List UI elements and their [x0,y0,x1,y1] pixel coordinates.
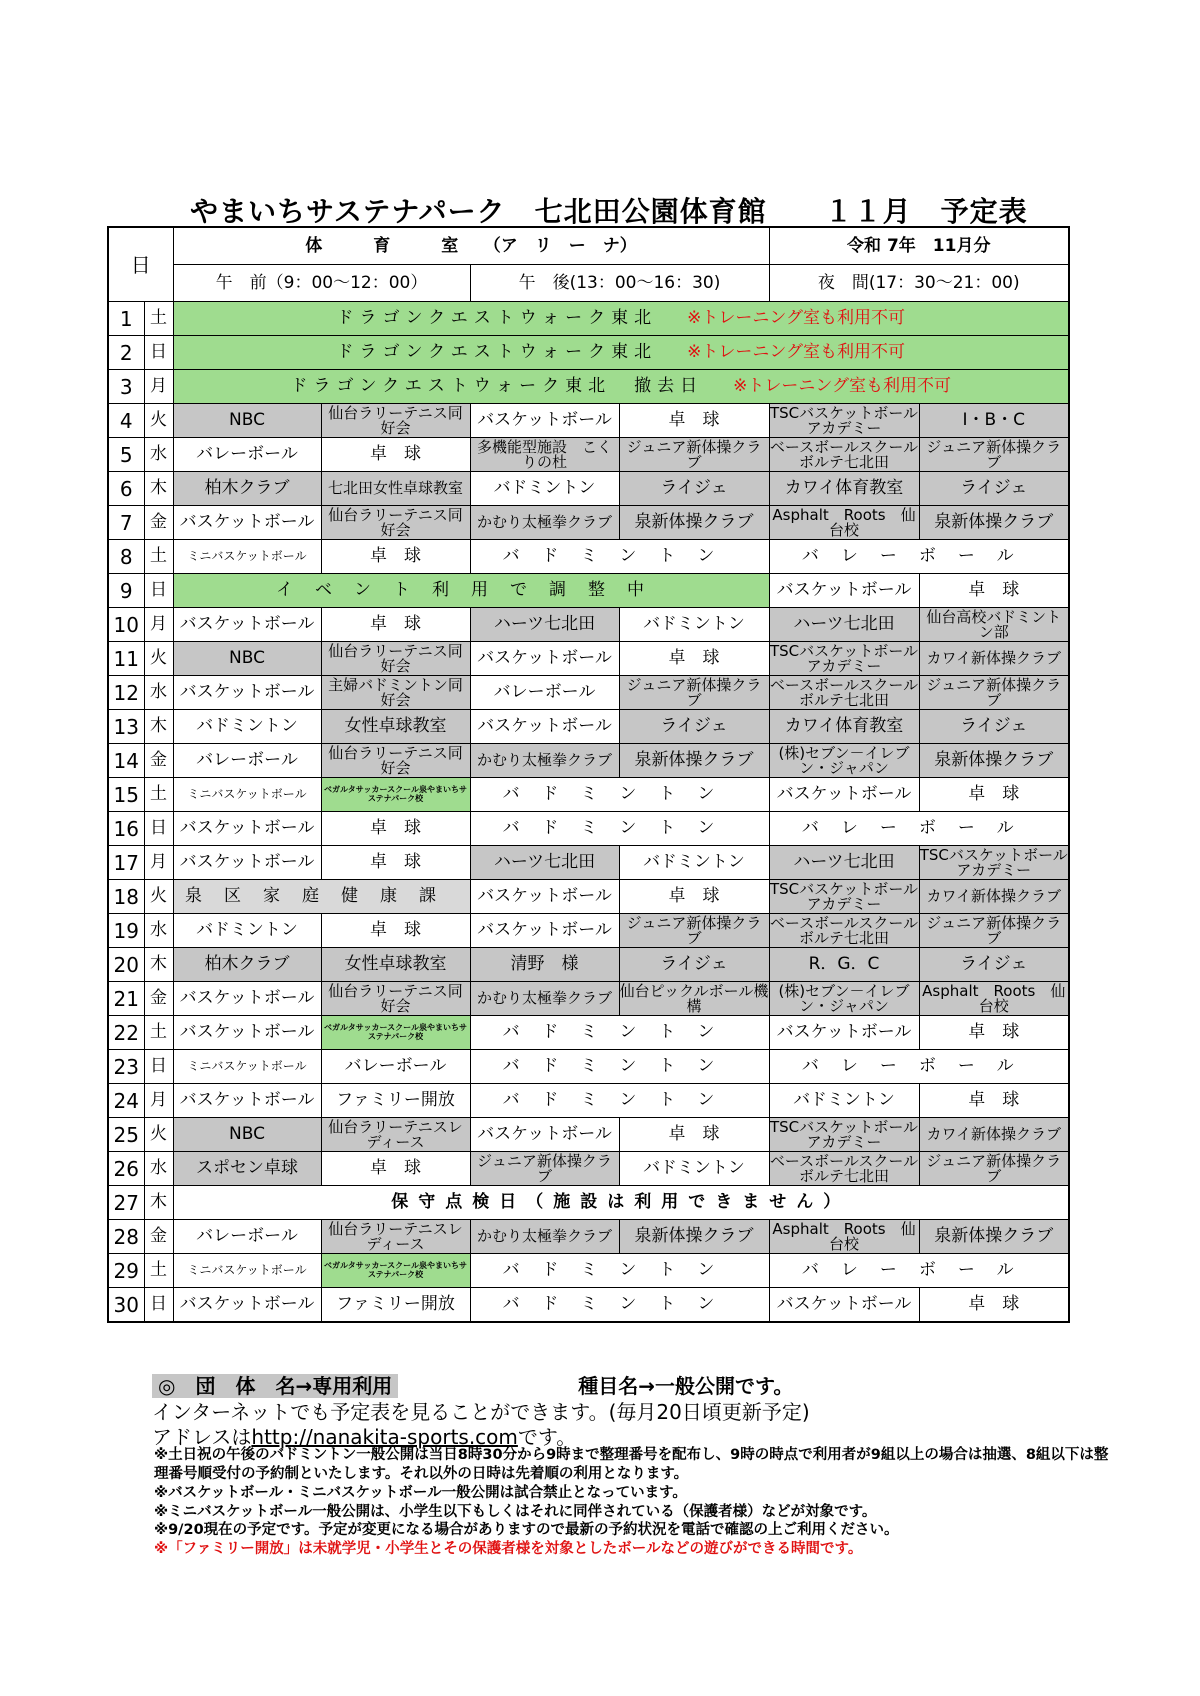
date-cell: 1 [108,302,144,336]
schedule-cell: ファミリー開放 [321,1084,470,1118]
event-note: ※トレーニング室も利用不可 [687,308,906,328]
schedule-cell: カワイ新体操クラブ [919,1118,1069,1152]
schedule-cell: スポセン卓球 [173,1152,321,1186]
weekday-cell: 火 [144,404,173,438]
note-basketball: ※バスケットボール・ミニバスケットボール一般公開は試合禁止となっています。 [154,1484,687,1501]
schedule-cell: ライジェ [619,710,769,744]
weekday-cell: 水 [144,438,173,472]
schedule-cell: バドミントン [470,472,619,506]
schedule-row [108,1152,1069,1186]
schedule-cell: 泉新体操クラブ [619,744,769,778]
schedule-row [108,914,1069,948]
schedule-row [108,336,1069,370]
schedule-cell: (株)セブン－イレブン・ジャパン [769,982,919,1016]
schedule-cell: 卓 球 [321,608,470,642]
schedule-cell: 仙台ラリーテニス同好会 [321,404,470,438]
weekday-cell: 金 [144,1220,173,1254]
schedule-cell: 卓 球 [919,778,1069,812]
open-badminton-cell: バドミントン [470,1050,769,1084]
weekday-cell: 土 [144,302,173,336]
schedule-cell: ライジェ [619,948,769,982]
weekday-cell: 木 [144,1186,173,1220]
schedule-cell: バスケットボール [173,608,321,642]
schedule-cell: 清野 様 [470,948,619,982]
weekday-cell: 日 [144,336,173,370]
open-badminton-cell: バドミントン [470,540,769,574]
schedule-cell: ファミリー開放 [321,1288,470,1323]
date-cell: 29 [108,1254,144,1288]
schedule-cell: 仙台高校バドミントン部 [919,608,1069,642]
schedule-cell: 仙台ラリーテニス同好会 [321,744,470,778]
schedule-cell: ハーツ七北田 [769,846,919,880]
schedule-table [107,226,1070,1323]
schedule-cell: カワイ体育教室 [769,710,919,744]
schedule-row [108,744,1069,778]
date-cell: 25 [108,1118,144,1152]
night-header: 夜 間(17：30～21：00) [769,265,1069,302]
schedule-cell: かむり太極拳クラブ [470,982,619,1016]
schedule-cell: バドミントン [173,710,321,744]
schedule-cell: ライジェ [919,472,1069,506]
schedule-cell: ジュニア新体操クラブ [470,1152,619,1186]
schedule-cell: バスケットボール [769,1288,919,1323]
schedule-cell: 卓 球 [619,642,769,676]
schedule-cell: NBC [173,1118,321,1152]
schedule-cell: Asphalt Roots 仙台校 [769,1220,919,1254]
schedule-cell: TSCバスケットボールアカデミー [769,404,919,437]
legend [152,1370,1112,1396]
schedule-cell: バスケットボール [470,880,619,914]
schedule-cell: 卓 球 [321,1152,470,1186]
schedule-cell: ジュニア新体操クラブ [619,914,769,948]
schedule-cell: 卓 球 [619,880,769,914]
weekday-cell: 水 [144,914,173,948]
date-cell: 30 [108,1288,144,1323]
weekday-cell: 木 [144,710,173,744]
date-cell: 11 [108,642,144,676]
weekday-cell: 火 [144,1118,173,1152]
weekday-cell: 金 [144,506,173,540]
open-volleyball-cell: バレーボール [769,1050,1069,1084]
schedule-cell: 七北田女性卓球教室 [321,472,470,506]
schedule-cell: バスケットボール [173,846,321,880]
date-cell: 18 [108,880,144,914]
schedule-row [108,846,1069,880]
schedule-cell: バレーボール [470,676,619,710]
schedule-cell: カワイ新体操クラブ [919,880,1069,914]
date-cell: 24 [108,1084,144,1118]
schedule-cell: バスケットボール [769,778,919,812]
date-cell: 6 [108,472,144,506]
date-cell: 10 [108,608,144,642]
schedule-cell: ベースボールスクールボルテ七北田 [769,676,919,709]
schedule-cell: ベガルタサッカースクール泉やまいちサステナパーク校 [321,1016,470,1050]
event-cell [173,370,1069,404]
schedule-cell: 多機能型施設 こくりの杜 [470,438,619,472]
schedule-cell: 泉新体操クラブ [619,506,769,540]
schedule-cell: ベースボールスクールボルテ七北田 [769,914,919,947]
schedule-cell: ベガルタサッカースクール泉やまいちサステナパーク校 [321,778,470,812]
address-line [152,1421,1112,1449]
schedule-cell: バドミントン [619,608,769,642]
schedule-cell: ジュニア新体操クラブ [919,1152,1069,1186]
schedule-cell: バレーボール [321,1050,470,1084]
schedule-cell: バスケットボール [173,1084,321,1118]
schedule-cell: Asphalt Roots 仙台校 [919,982,1069,1016]
weekday-cell: 水 [144,676,173,710]
date-cell: 26 [108,1152,144,1186]
schedule-cell: ベースボールスクールボルテ七北田 [769,438,919,471]
schedule-row [108,1016,1069,1050]
schedule-cell: I・B・C [919,404,1069,438]
open-badminton-cell: バドミントン [470,778,769,812]
schedule-cell: バドミントン [173,914,321,948]
schedule-cell: バスケットボール [173,676,321,710]
weekday-cell: 月 [144,608,173,642]
schedule-cell: バスケットボール [769,1016,919,1050]
schedule-cell: バスケットボール [470,1118,619,1152]
schedule-cell: カワイ新体操クラブ [919,642,1069,676]
weekday-cell: 土 [144,1254,173,1288]
schedule-row [108,710,1069,744]
weekday-cell: 火 [144,880,173,914]
period-header: 令和 7年 11月分 [769,227,1069,265]
schedule-cell: バレーボール [173,744,321,778]
legend-sport: 種目名→一般公開です。 [578,1374,794,1398]
date-cell: 5 [108,438,144,472]
schedule-row [108,1254,1069,1288]
schedule-cell: 仙台ラリーテニスレディース [321,1220,470,1254]
schedule-cell: 女性卓球教室 [321,948,470,982]
schedule-cell: バスケットボール [470,404,619,438]
open-badminton-cell: バドミントン [470,1254,769,1288]
schedule-cell: ジュニア新体操クラブ [619,676,769,710]
schedule-row [108,438,1069,472]
day-header: 日 [108,227,173,302]
schedule-cell: バスケットボール [470,710,619,744]
date-cell: 16 [108,812,144,846]
schedule-cell: 仙台ラリーテニスレディース [321,1118,470,1152]
note-family: ※「ファミリー開放」は未就学児・小学生とその保護者様を対象としたボールなどの遊びができる時間です。 [154,1541,863,1558]
schedule-cell: ジュニア新体操クラブ [919,438,1069,472]
schedule-cell: ベースボールスクールボルテ七北田 [769,1152,919,1185]
weekday-cell: 金 [144,744,173,778]
weekday-cell: 日 [144,812,173,846]
schedule-cell: バスケットボール [173,506,321,540]
weekday-cell: 土 [144,778,173,812]
schedule-cell: 柏木クラブ [173,948,321,982]
schedule-cell: TSCバスケットボールアカデミー [769,880,919,913]
schedule-cell: ミニバスケットボール [173,1254,321,1288]
date-cell: 12 [108,676,144,710]
weekday-cell: 土 [144,540,173,574]
schedule-cell: 仙台ピックルボール機構 [619,982,769,1015]
schedule-cell: 卓 球 [321,812,470,846]
weekday-cell: 木 [144,948,173,982]
note-minibasket: ※ミニバスケットボール一般公開は、小学生以下もしくはそれに同伴されている（保護者様）などが対象です。 [154,1503,877,1520]
schedule-row [108,982,1069,1016]
schedule-row [108,812,1069,846]
schedule-cell: ジュニア新体操クラブ [919,914,1069,948]
schedule-row [108,1084,1069,1118]
date-cell: 17 [108,846,144,880]
arena-header: 体 育 室 （ア リ ー ナ） [173,227,769,265]
schedule-cell: 卓 球 [919,574,1069,608]
schedule-cell: バスケットボール [470,914,619,948]
schedule-cell: 泉新体操クラブ [619,1220,769,1254]
note-schedule-date: ※9/20現在の予定です。予定が変更になる場合がありますので最新の予約状況を電話で確認の上ご利用ください。 [154,1522,899,1539]
weekday-cell: 土 [144,1016,173,1050]
schedule-cell: ハーツ七北田 [769,608,919,642]
schedule-row [108,540,1069,574]
open-badminton-cell: バドミントン [470,812,769,846]
schedule-cell: バスケットボール [470,642,619,676]
schedule-row [108,1220,1069,1254]
closed-cell: 保守点検日（施設は利用できません） [173,1186,1069,1220]
schedule-cell: バスケットボール [769,574,919,608]
schedule-cell: 卓 球 [619,404,769,438]
date-cell: 27 [108,1186,144,1220]
date-cell: 19 [108,914,144,948]
address-prefix: アドレスは [152,1425,252,1449]
schedule-row [108,302,1069,336]
schedule-row [108,880,1069,914]
schedule-cell: 卓 球 [919,1084,1069,1118]
open-volleyball-cell: バレーボール [769,812,1069,846]
weekday-cell: 金 [144,982,173,1016]
schedule-cell: 仙台ラリーテニス同好会 [321,642,470,676]
schedule-cell: 卓 球 [919,1288,1069,1323]
open-badminton-cell: バドミントン [470,1016,769,1050]
schedule-cell: ハーツ七北田 [470,608,619,642]
schedule-cell: ミニバスケットボール [173,540,321,574]
schedule-cell: Asphalt Roots 仙台校 [769,506,919,540]
date-cell: 7 [108,506,144,540]
schedule-cell: (株)セブン－イレブン・ジャパン [769,744,919,778]
schedule-cell: 卓 球 [321,846,470,880]
schedule-cell: 仙台ラリーテニス同好会 [321,982,470,1016]
schedule-cell: 卓 球 [321,914,470,948]
weekday-cell: 火 [144,642,173,676]
weekday-cell: 木 [144,472,173,506]
schedule-cell: バドミントン [619,1152,769,1186]
schedule-cell: NBC [173,642,321,676]
weekday-cell: 日 [144,1288,173,1323]
weekday-cell: 月 [144,1084,173,1118]
schedule-cell: TSCバスケットボールアカデミー [769,642,919,675]
schedule-cell: ライジェ [919,710,1069,744]
schedule-cell: かむり太極拳クラブ [470,1220,619,1254]
schedule-cell: カワイ体育教室 [769,472,919,506]
date-cell: 2 [108,336,144,370]
open-badminton-cell: バドミントン [470,1288,769,1323]
schedule-cell: バスケットボール [173,812,321,846]
schedule-cell: ライジェ [619,472,769,506]
schedule-row [108,676,1069,710]
schedule-cell: バレーボール [173,1220,321,1254]
schedule-row [108,608,1069,642]
note-badminton: ※土日祝の午後のバドミントン一般公開は当日8時30分から9時まで整理番号を配布し、9時の時点で利用者が9組以上の場合は抽選、8組以下は整理番号順受付の予約制といたします。それ以外の日時は先着順の利用となります。 [154,1447,1109,1482]
schedule-row [108,642,1069,676]
event-cell: イベント利用で調整中 [173,574,769,608]
weekday-cell: 日 [144,574,173,608]
event-note: ※トレーニング室も利用不可 [687,342,906,362]
schedule-cell: バスケットボール [173,982,321,1016]
date-cell: 9 [108,574,144,608]
legend-group: ◎ 団 体 名→専用利用 [152,1374,398,1398]
date-cell: 8 [108,540,144,574]
schedule-cell: ミニバスケットボール [173,1050,321,1084]
schedule-cell: 卓 球 [321,438,470,472]
schedule-row [108,506,1069,540]
internet-note: インターネットでも予定表を見ることができます。(毎月20日頃更新予定) [152,1400,810,1424]
schedule-cell: NBC [173,404,321,438]
weekday-cell: 水 [144,1152,173,1186]
afternoon-header: 午 後(13：00～16：30) [470,265,769,302]
notes [152,1370,1112,1559]
weekday-cell: 月 [144,846,173,880]
schedule-cell: 柏木クラブ [173,472,321,506]
schedule-cell: バドミントン [769,1084,919,1118]
schedule-cell: 主婦バドミントン同好会 [321,676,470,710]
date-cell: 23 [108,1050,144,1084]
date-cell: 14 [108,744,144,778]
schedule-cell: バドミントン [619,846,769,880]
event-cell [173,302,1069,336]
schedule-cell: 泉新体操クラブ [919,506,1069,540]
schedule-cell: かむり太極拳クラブ [470,506,619,540]
schedule-cell: 卓 球 [919,1016,1069,1050]
schedule-row [108,404,1069,438]
open-volleyball-cell: バレーボール [769,1254,1069,1288]
schedule-cell: ミニバスケットボール [173,778,321,812]
schedule-cell: ベガルタサッカースクール泉やまいちサステナパーク校 [321,1254,470,1288]
website-link[interactable]: http://nanakita-sports.com [251,1425,518,1449]
date-cell: 22 [108,1016,144,1050]
schedule-cell: ジュニア新体操クラブ [619,438,769,472]
schedule-row [108,574,1069,608]
date-cell: 15 [108,778,144,812]
date-cell: 28 [108,1220,144,1254]
morning-header: 午 前（9：00～12：00） [173,265,470,302]
schedule-cell: TSCバスケットボールアカデミー [769,1118,919,1151]
schedule-row [108,1118,1069,1152]
open-badminton-cell: バドミントン [470,1084,769,1118]
schedule-row [108,948,1069,982]
schedule-row [108,1186,1069,1220]
weekday-cell: 日 [144,1050,173,1084]
schedule-cell: 卓 球 [619,1118,769,1152]
event-name: ドラゴンクエストウォーク東北 撤去日 [290,376,704,396]
schedule-cell: バスケットボール [173,1016,321,1050]
date-cell: 21 [108,982,144,1016]
date-cell: 4 [108,404,144,438]
event-cell: 泉区家庭健康課 [173,880,470,914]
event-note: ※トレーニング室も利用不可 [733,376,952,396]
address-suffix: です。 [517,1425,577,1449]
schedule-cell: バレーボール [173,438,321,472]
schedule-cell: ライジェ [919,948,1069,982]
event-cell [173,336,1069,370]
weekday-cell: 月 [144,370,173,404]
schedule-row [108,370,1069,404]
schedule-cell: 泉新体操クラブ [919,1220,1069,1254]
schedule-cell: 仙台ラリーテニス同好会 [321,506,470,540]
schedule-cell: バスケットボール [173,1288,321,1323]
event-name: ドラゴンクエストウォーク東北 [336,342,658,362]
schedule-row [108,1288,1069,1323]
schedule-cell: R．G．C [769,948,919,982]
date-cell: 13 [108,710,144,744]
schedule-cell: かむり太極拳クラブ [470,744,619,778]
schedule-row [108,1050,1069,1084]
page-title: やまいちサステナパーク 七北田公園体育館 １１月 予定表 [190,195,1028,228]
schedule-row [108,778,1069,812]
schedule-cell: ハーツ七北田 [470,846,619,880]
schedule-cell: TSCバスケットボールアカデミー [919,846,1068,879]
date-cell: 3 [108,370,144,404]
event-name: ドラゴンクエストウォーク東北 [336,308,658,328]
schedule-cell: ジュニア新体操クラブ [919,676,1069,710]
schedule-cell: 泉新体操クラブ [919,744,1069,778]
open-volleyball-cell: バレーボール [769,540,1069,574]
schedule-cell: 女性卓球教室 [321,710,470,744]
schedule-cell: 卓 球 [321,540,470,574]
schedule-row [108,472,1069,506]
date-cell: 20 [108,948,144,982]
